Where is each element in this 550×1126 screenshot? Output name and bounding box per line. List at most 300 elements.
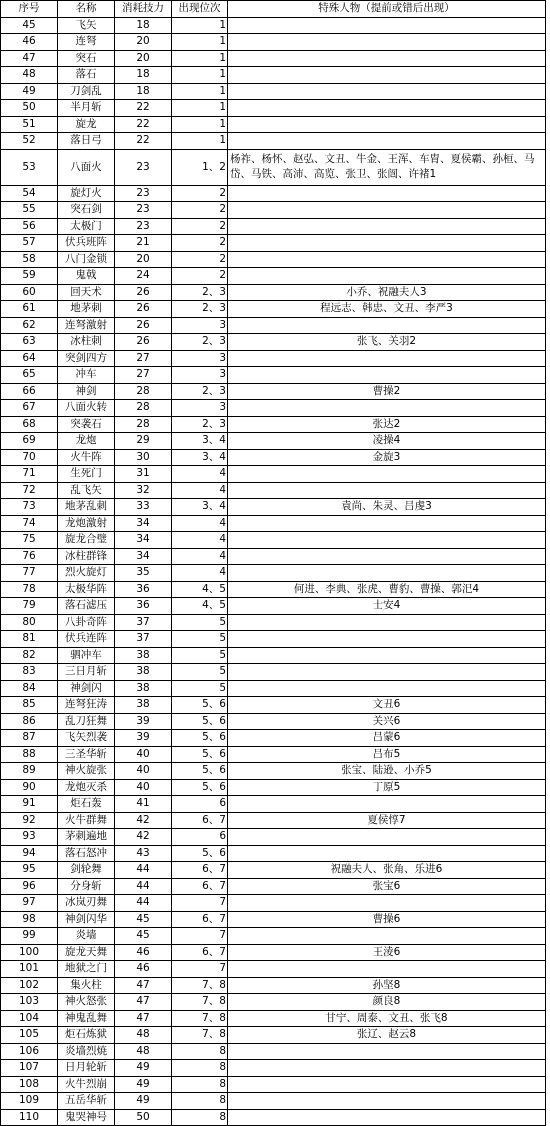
special-characters bbox=[228, 268, 546, 285]
appear-position: 4 bbox=[172, 466, 228, 483]
row-number: 98 bbox=[1, 911, 58, 928]
special-characters bbox=[228, 235, 546, 252]
skill-cost: 45 bbox=[115, 928, 172, 945]
tactic-name: 突袭石 bbox=[58, 416, 115, 433]
special-characters bbox=[228, 133, 546, 150]
appear-position: 4、5 bbox=[172, 581, 228, 598]
table-row bbox=[1, 133, 546, 150]
appear-position: 6 bbox=[172, 796, 228, 813]
appear-position: 7、8 bbox=[172, 994, 228, 1011]
special-characters bbox=[228, 928, 546, 945]
skill-cost: 39 bbox=[115, 730, 172, 747]
tactic-name: 飞矢 bbox=[58, 17, 115, 34]
row-number: 58 bbox=[1, 251, 58, 268]
table-row bbox=[1, 50, 546, 67]
tactic-name: 旋龙 bbox=[58, 116, 115, 133]
skill-cost: 40 bbox=[115, 779, 172, 796]
skill-cost: 22 bbox=[115, 133, 172, 150]
skill-cost: 45 bbox=[115, 911, 172, 928]
appear-position: 5 bbox=[172, 680, 228, 697]
row-number: 46 bbox=[1, 34, 58, 51]
row-number: 74 bbox=[1, 515, 58, 532]
special-characters bbox=[228, 83, 546, 100]
skill-cost: 26 bbox=[115, 284, 172, 301]
appear-position: 6、7 bbox=[172, 878, 228, 895]
tactic-name: 火牛烈崩 bbox=[58, 1076, 115, 1093]
tactic-name: 突石 bbox=[58, 50, 115, 67]
table-row bbox=[1, 994, 546, 1011]
row-number: 95 bbox=[1, 862, 58, 879]
table-row bbox=[1, 400, 546, 417]
tactic-name: 八卦奇阵 bbox=[58, 614, 115, 631]
special-characters: 丁原5 bbox=[228, 779, 546, 796]
row-number: 80 bbox=[1, 614, 58, 631]
header-special: 特殊人物（提前或错后出现） bbox=[228, 1, 546, 18]
row-number: 66 bbox=[1, 383, 58, 400]
appear-position: 5、6 bbox=[172, 730, 228, 747]
row-number: 110 bbox=[1, 1109, 58, 1126]
skill-cost: 22 bbox=[115, 100, 172, 117]
row-number: 84 bbox=[1, 680, 58, 697]
skill-cost: 41 bbox=[115, 796, 172, 813]
tactic-name: 神剑 bbox=[58, 383, 115, 400]
appear-position: 2、3 bbox=[172, 301, 228, 318]
row-number: 67 bbox=[1, 400, 58, 417]
special-characters bbox=[228, 100, 546, 117]
tactic-name: 突石剑 bbox=[58, 202, 115, 219]
row-number: 91 bbox=[1, 796, 58, 813]
appear-position: 5 bbox=[172, 664, 228, 681]
tactic-name: 地茅刺 bbox=[58, 301, 115, 318]
row-number: 88 bbox=[1, 746, 58, 763]
header-row bbox=[1, 1, 546, 18]
special-characters: 杨祚、杨怀、赵弘、文丑、牛金、王浑、车胄、夏侯霸、孙桓、马岱、马铁、高沛、高览、张卫、张闿、许褚1 bbox=[228, 149, 546, 185]
tactic-name: 连弩激射 bbox=[58, 317, 115, 334]
special-characters bbox=[228, 664, 546, 681]
special-characters: 孙坚8 bbox=[228, 977, 546, 994]
appear-position: 1、2 bbox=[172, 149, 228, 185]
table-row bbox=[1, 218, 546, 235]
table-row bbox=[1, 977, 546, 994]
special-characters bbox=[228, 251, 546, 268]
table-row bbox=[1, 284, 546, 301]
tactic-name: 三日月斩 bbox=[58, 664, 115, 681]
row-number: 51 bbox=[1, 116, 58, 133]
skill-cost: 23 bbox=[115, 218, 172, 235]
special-characters bbox=[228, 647, 546, 664]
skill-cost: 26 bbox=[115, 334, 172, 351]
row-number: 81 bbox=[1, 631, 58, 648]
table-row bbox=[1, 631, 546, 648]
table-row bbox=[1, 713, 546, 730]
tactic-name: 伏兵连阵 bbox=[58, 631, 115, 648]
row-number: 86 bbox=[1, 713, 58, 730]
skill-cost: 49 bbox=[115, 1076, 172, 1093]
appear-position: 8 bbox=[172, 1060, 228, 1077]
appear-position: 7 bbox=[172, 895, 228, 912]
tactic-name: 连弩狂涛 bbox=[58, 697, 115, 714]
special-characters bbox=[228, 532, 546, 549]
appear-position: 1 bbox=[172, 50, 228, 67]
tactic-name: 落日弓 bbox=[58, 133, 115, 150]
appear-position: 1 bbox=[172, 17, 228, 34]
row-number: 105 bbox=[1, 1027, 58, 1044]
tactic-name: 炎墙 bbox=[58, 928, 115, 945]
table-row bbox=[1, 680, 546, 697]
table-row bbox=[1, 334, 546, 351]
special-characters bbox=[228, 317, 546, 334]
special-characters bbox=[228, 116, 546, 133]
appear-position: 8 bbox=[172, 1109, 228, 1126]
special-characters bbox=[228, 34, 546, 51]
table-row bbox=[1, 796, 546, 813]
tactic-name: 旋龙天舞 bbox=[58, 944, 115, 961]
header-no: 序号 bbox=[1, 1, 58, 18]
special-characters: 曹操2 bbox=[228, 383, 546, 400]
skill-cost: 49 bbox=[115, 1093, 172, 1110]
table-row bbox=[1, 697, 546, 714]
table-row bbox=[1, 944, 546, 961]
special-characters: 凌操4 bbox=[228, 433, 546, 450]
row-number: 64 bbox=[1, 350, 58, 367]
row-number: 55 bbox=[1, 202, 58, 219]
appear-position: 5、6 bbox=[172, 713, 228, 730]
skill-cost: 37 bbox=[115, 614, 172, 631]
appear-position: 3、4 bbox=[172, 433, 228, 450]
tactic-name: 地茅乱刺 bbox=[58, 499, 115, 516]
skill-cost: 49 bbox=[115, 1060, 172, 1077]
row-number: 77 bbox=[1, 565, 58, 582]
table-row bbox=[1, 34, 546, 51]
header-name: 名称 bbox=[58, 1, 115, 18]
tactic-name: 旋灯火 bbox=[58, 185, 115, 202]
table-row bbox=[1, 515, 546, 532]
skill-cost: 38 bbox=[115, 697, 172, 714]
appear-position: 4 bbox=[172, 532, 228, 549]
table-row bbox=[1, 17, 546, 34]
appear-position: 2、3 bbox=[172, 334, 228, 351]
tactic-name: 火牛群舞 bbox=[58, 812, 115, 829]
special-characters: 吕布5 bbox=[228, 746, 546, 763]
row-number: 106 bbox=[1, 1043, 58, 1060]
appear-position: 4 bbox=[172, 482, 228, 499]
special-characters: 曹操6 bbox=[228, 911, 546, 928]
appear-position: 2 bbox=[172, 185, 228, 202]
skill-cost: 38 bbox=[115, 680, 172, 697]
row-number: 52 bbox=[1, 133, 58, 150]
skill-cost: 23 bbox=[115, 202, 172, 219]
tactic-name: 驷冲车 bbox=[58, 647, 115, 664]
table-row bbox=[1, 482, 546, 499]
table-row bbox=[1, 746, 546, 763]
appear-position: 3 bbox=[172, 367, 228, 384]
row-number: 62 bbox=[1, 317, 58, 334]
special-characters bbox=[228, 548, 546, 565]
row-number: 94 bbox=[1, 845, 58, 862]
row-number: 93 bbox=[1, 829, 58, 846]
row-number: 82 bbox=[1, 647, 58, 664]
skill-cost: 47 bbox=[115, 1010, 172, 1027]
table-row bbox=[1, 1076, 546, 1093]
tactic-name: 冰柱群锋 bbox=[58, 548, 115, 565]
tactic-name: 生死门 bbox=[58, 466, 115, 483]
special-characters: 小乔、祝融夫人3 bbox=[228, 284, 546, 301]
appear-position: 8 bbox=[172, 1043, 228, 1060]
row-number: 45 bbox=[1, 17, 58, 34]
row-number: 56 bbox=[1, 218, 58, 235]
row-number: 103 bbox=[1, 994, 58, 1011]
row-number: 54 bbox=[1, 185, 58, 202]
table-row bbox=[1, 829, 546, 846]
special-characters bbox=[228, 1109, 546, 1126]
skill-cost: 42 bbox=[115, 812, 172, 829]
special-characters: 张飞、关羽2 bbox=[228, 334, 546, 351]
tactic-name: 乱飞矢 bbox=[58, 482, 115, 499]
row-number: 48 bbox=[1, 67, 58, 84]
appear-position: 1 bbox=[172, 67, 228, 84]
appear-position: 5 bbox=[172, 631, 228, 648]
table-row bbox=[1, 433, 546, 450]
appear-position: 1 bbox=[172, 133, 228, 150]
skill-cost: 27 bbox=[115, 350, 172, 367]
special-characters bbox=[228, 614, 546, 631]
table-row bbox=[1, 1010, 546, 1027]
table-row bbox=[1, 845, 546, 862]
tactic-name: 龙炮激射 bbox=[58, 515, 115, 532]
special-characters: 金旋3 bbox=[228, 449, 546, 466]
tactic-name: 落石怒冲 bbox=[58, 845, 115, 862]
row-number: 85 bbox=[1, 697, 58, 714]
special-characters bbox=[228, 631, 546, 648]
special-characters bbox=[228, 218, 546, 235]
row-number: 97 bbox=[1, 895, 58, 912]
appear-position: 4 bbox=[172, 515, 228, 532]
tactic-name: 炬石炼狱 bbox=[58, 1027, 115, 1044]
table-row bbox=[1, 779, 546, 796]
appear-position: 5、6 bbox=[172, 697, 228, 714]
tactic-name: 集火柱 bbox=[58, 977, 115, 994]
tactic-name: 突剑四方 bbox=[58, 350, 115, 367]
appear-position: 2 bbox=[172, 268, 228, 285]
appear-position: 5、6 bbox=[172, 845, 228, 862]
special-characters: 关兴6 bbox=[228, 713, 546, 730]
appear-position: 3、4 bbox=[172, 499, 228, 516]
row-number: 99 bbox=[1, 928, 58, 945]
appear-position: 6、7 bbox=[172, 862, 228, 879]
tactic-name: 连弩 bbox=[58, 34, 115, 51]
tactic-name: 半月斩 bbox=[58, 100, 115, 117]
skill-cost: 18 bbox=[115, 17, 172, 34]
special-characters: 何进、李典、张虎、曹豹、曹操、郭汜4 bbox=[228, 581, 546, 598]
special-characters bbox=[228, 796, 546, 813]
table-row bbox=[1, 268, 546, 285]
tactic-name: 冰岚刃舞 bbox=[58, 895, 115, 912]
skill-cost: 48 bbox=[115, 1043, 172, 1060]
skill-cost: 18 bbox=[115, 67, 172, 84]
appear-position: 5 bbox=[172, 614, 228, 631]
special-characters bbox=[228, 1076, 546, 1093]
row-number: 100 bbox=[1, 944, 58, 961]
skill-cost: 29 bbox=[115, 433, 172, 450]
appear-position: 2 bbox=[172, 235, 228, 252]
table-row bbox=[1, 1093, 546, 1110]
skill-cost: 20 bbox=[115, 251, 172, 268]
tactic-name: 太极门 bbox=[58, 218, 115, 235]
table-row bbox=[1, 67, 546, 84]
special-characters bbox=[228, 1060, 546, 1077]
appear-position: 5、6 bbox=[172, 746, 228, 763]
special-characters bbox=[228, 829, 546, 846]
special-characters: 夏侯惇7 bbox=[228, 812, 546, 829]
skill-cost: 27 bbox=[115, 367, 172, 384]
skill-cost: 44 bbox=[115, 895, 172, 912]
skill-cost: 40 bbox=[115, 746, 172, 763]
skill-cost: 30 bbox=[115, 449, 172, 466]
row-number: 65 bbox=[1, 367, 58, 384]
row-number: 70 bbox=[1, 449, 58, 466]
row-number: 92 bbox=[1, 812, 58, 829]
tactic-name: 神剑闪 bbox=[58, 680, 115, 697]
skill-cost: 26 bbox=[115, 317, 172, 334]
special-characters: 张宝、陆逊、小乔5 bbox=[228, 763, 546, 780]
row-number: 60 bbox=[1, 284, 58, 301]
skill-cost: 34 bbox=[115, 548, 172, 565]
special-characters: 程远志、韩忠、文丑、李严3 bbox=[228, 301, 546, 318]
special-characters bbox=[228, 400, 546, 417]
appear-position: 8 bbox=[172, 1093, 228, 1110]
appear-position: 6 bbox=[172, 829, 228, 846]
table-row bbox=[1, 581, 546, 598]
row-number: 79 bbox=[1, 598, 58, 615]
appear-position: 1 bbox=[172, 100, 228, 117]
skill-cost: 50 bbox=[115, 1109, 172, 1126]
appear-position: 2 bbox=[172, 202, 228, 219]
tactic-name: 神剑闪华 bbox=[58, 911, 115, 928]
table-row bbox=[1, 1109, 546, 1126]
special-characters bbox=[228, 17, 546, 34]
appear-position: 2 bbox=[172, 218, 228, 235]
special-characters bbox=[228, 50, 546, 67]
skill-cost: 43 bbox=[115, 845, 172, 862]
tactic-name: 炬石轰 bbox=[58, 796, 115, 813]
tactic-name: 刀剑乱 bbox=[58, 83, 115, 100]
tactic-name: 三圣华斩 bbox=[58, 746, 115, 763]
special-characters: 王淩6 bbox=[228, 944, 546, 961]
special-characters bbox=[228, 466, 546, 483]
special-characters: 张宝6 bbox=[228, 878, 546, 895]
row-number: 89 bbox=[1, 763, 58, 780]
table-row bbox=[1, 1043, 546, 1060]
appear-position: 5 bbox=[172, 647, 228, 664]
skill-cost: 28 bbox=[115, 416, 172, 433]
appear-position: 1 bbox=[172, 116, 228, 133]
table-row bbox=[1, 317, 546, 334]
special-characters bbox=[228, 1043, 546, 1060]
skill-cost: 37 bbox=[115, 631, 172, 648]
appear-position: 2、3 bbox=[172, 383, 228, 400]
table-row bbox=[1, 449, 546, 466]
skill-cost: 38 bbox=[115, 647, 172, 664]
appear-position: 1 bbox=[172, 34, 228, 51]
tactic-name: 旋龙合璧 bbox=[58, 532, 115, 549]
appear-position: 2、3 bbox=[172, 284, 228, 301]
row-number: 78 bbox=[1, 581, 58, 598]
table-body bbox=[1, 17, 546, 1126]
skill-cost: 32 bbox=[115, 482, 172, 499]
tactic-name: 鬼哭神号 bbox=[58, 1109, 115, 1126]
appear-position: 4 bbox=[172, 548, 228, 565]
tactic-name: 日月轮斩 bbox=[58, 1060, 115, 1077]
special-characters bbox=[228, 202, 546, 219]
special-characters bbox=[228, 1093, 546, 1110]
table-row bbox=[1, 383, 546, 400]
tactic-name: 八门金锁 bbox=[58, 251, 115, 268]
table-row bbox=[1, 763, 546, 780]
row-number: 73 bbox=[1, 499, 58, 516]
row-number: 108 bbox=[1, 1076, 58, 1093]
table-row bbox=[1, 664, 546, 681]
special-characters bbox=[228, 185, 546, 202]
skill-cost: 31 bbox=[115, 466, 172, 483]
table-row bbox=[1, 416, 546, 433]
tactic-name: 火牛阵 bbox=[58, 449, 115, 466]
table-row bbox=[1, 185, 546, 202]
appear-position: 6、7 bbox=[172, 812, 228, 829]
special-characters bbox=[228, 367, 546, 384]
row-number: 59 bbox=[1, 268, 58, 285]
skill-cost: 20 bbox=[115, 50, 172, 67]
special-characters: 甘宁、周泰、文丑、张飞8 bbox=[228, 1010, 546, 1027]
table-row bbox=[1, 235, 546, 252]
special-characters: 祝融夫人、张角、乐进6 bbox=[228, 862, 546, 879]
table-row bbox=[1, 895, 546, 912]
skill-cost: 46 bbox=[115, 944, 172, 961]
appear-position: 5、6 bbox=[172, 763, 228, 780]
table-row bbox=[1, 911, 546, 928]
row-number: 71 bbox=[1, 466, 58, 483]
row-number: 49 bbox=[1, 83, 58, 100]
row-number: 83 bbox=[1, 664, 58, 681]
appear-position: 2、3 bbox=[172, 416, 228, 433]
table-row bbox=[1, 532, 546, 549]
appear-position: 7 bbox=[172, 928, 228, 945]
tactic-name: 飞矢烈袭 bbox=[58, 730, 115, 747]
special-characters: 张辽、赵云8 bbox=[228, 1027, 546, 1044]
table-row bbox=[1, 1060, 546, 1077]
row-number: 68 bbox=[1, 416, 58, 433]
tactic-name: 冲车 bbox=[58, 367, 115, 384]
skill-cost: 38 bbox=[115, 664, 172, 681]
row-number: 76 bbox=[1, 548, 58, 565]
special-characters: 文丑6 bbox=[228, 697, 546, 714]
skill-cost: 23 bbox=[115, 185, 172, 202]
appear-position: 8 bbox=[172, 1076, 228, 1093]
table-row bbox=[1, 350, 546, 367]
appear-position: 1 bbox=[172, 83, 228, 100]
row-number: 72 bbox=[1, 482, 58, 499]
appear-position: 2 bbox=[172, 251, 228, 268]
table-row bbox=[1, 878, 546, 895]
skill-cost: 34 bbox=[115, 532, 172, 549]
skill-cost: 28 bbox=[115, 400, 172, 417]
special-characters bbox=[228, 565, 546, 582]
tactic-name: 落石滤压 bbox=[58, 598, 115, 615]
row-number: 104 bbox=[1, 1010, 58, 1027]
table-row bbox=[1, 100, 546, 117]
appear-position: 3、4 bbox=[172, 449, 228, 466]
table-row bbox=[1, 862, 546, 879]
skill-cost: 22 bbox=[115, 116, 172, 133]
